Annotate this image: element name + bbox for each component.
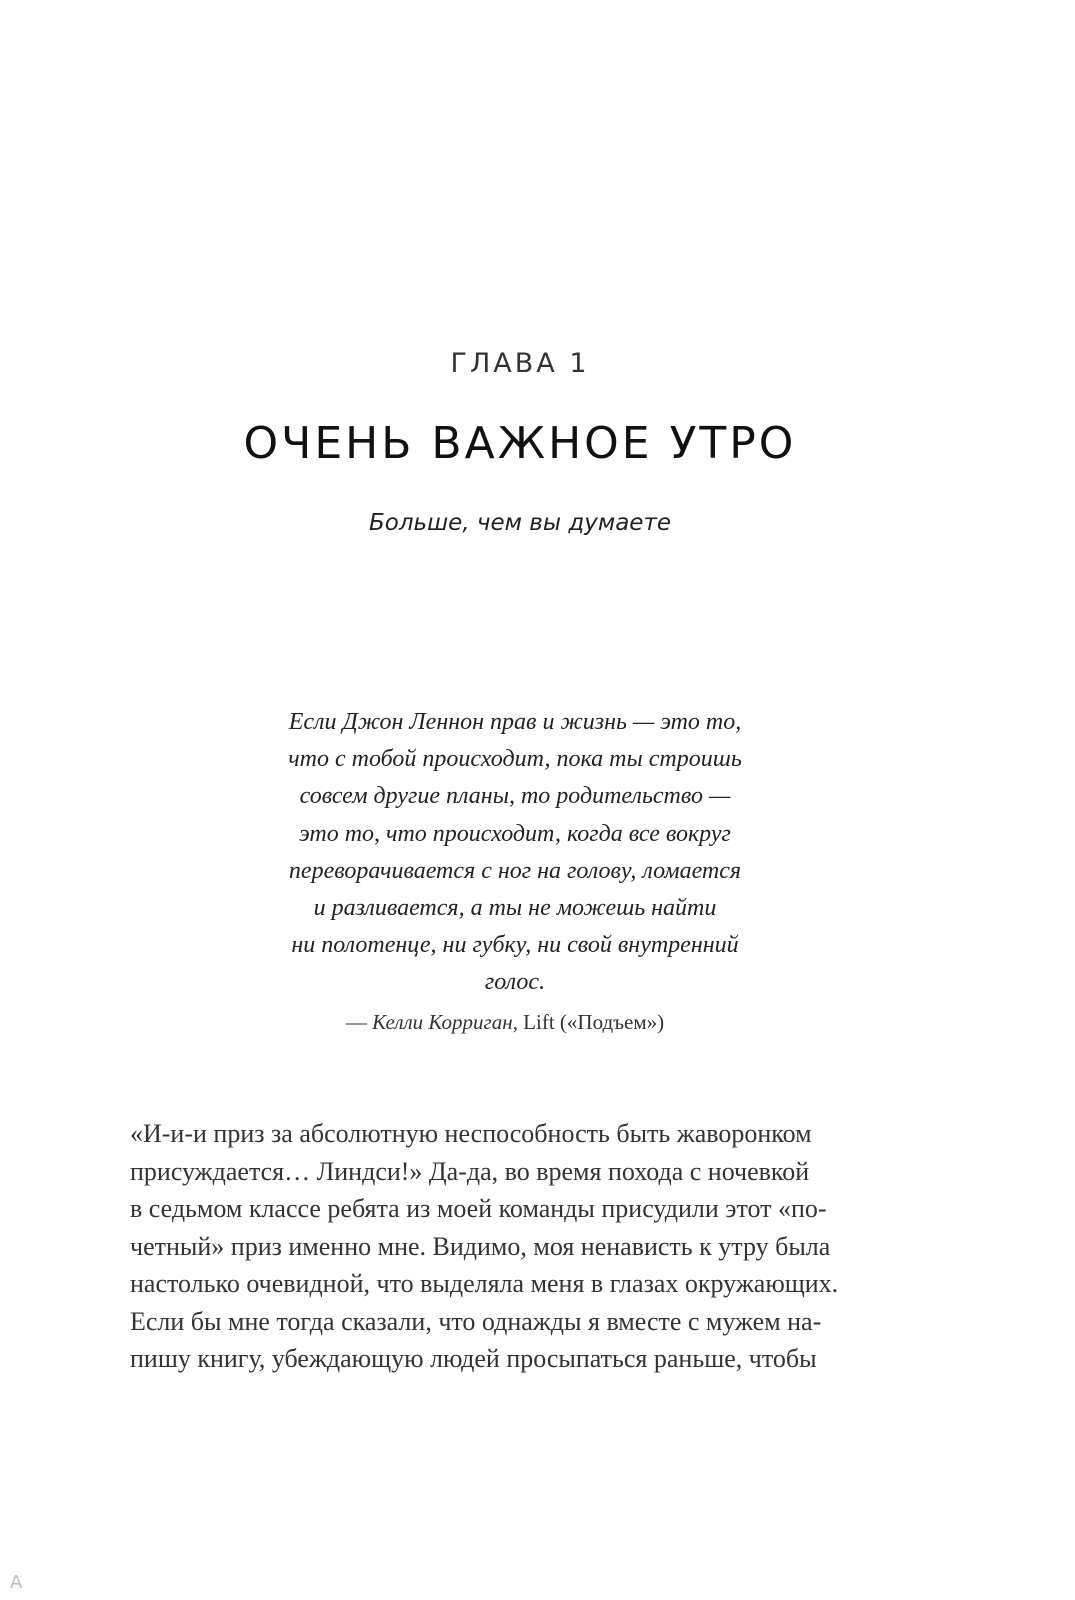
- epigraph-line: совсем другие планы, то родительство —: [299, 783, 731, 810]
- epigraph-line: голос.: [484, 969, 546, 996]
- attribution-dash: —: [345, 1010, 373, 1034]
- body-line: пишу книгу, убеждающую людей просыпаться раньше, чтобы: [130, 1344, 817, 1373]
- epigraph-line: что с тобой происходит, пока ты строишь: [288, 746, 742, 773]
- epigraph-line: ни полотенце, ни губку, ни свой внутренний: [291, 932, 739, 959]
- epigraph-line: это то, что происходит, когда все вокруг: [299, 820, 731, 847]
- body-line: настолько очевидной, что выделяла меня в глазах окружающих.: [130, 1269, 839, 1298]
- body-line: четный» приз именно мне. Видимо, моя ненависть к утру была: [130, 1231, 831, 1261]
- epigraph-line: Если Джон Леннон прав и жизнь — это то,: [288, 709, 742, 735]
- body-line: «И-и-и приз за абсолютную неспособность быть жаворонком: [130, 1119, 812, 1148]
- epigraph-attribution: [0, 1010, 1010, 1035]
- chapter-subtitle: Больше, чем вы думаете: [368, 510, 671, 536]
- chapter-label: ГЛАВА 1: [450, 348, 590, 379]
- corner-mark: A: [10, 1572, 23, 1593]
- epigraph: [0, 704, 1030, 1002]
- epigraph-line: и разливается, а ты не можешь найти: [313, 895, 717, 922]
- body-line: Если бы мне тогда сказали, что однажды я вместе с мужем на-: [130, 1306, 822, 1336]
- epigraph-line: переворачивается с ног на голову, ломается: [288, 857, 742, 884]
- chapter-title: ОЧЕНЬ ВАЖНОЕ УТРО: [243, 418, 797, 469]
- body-text: [130, 1115, 890, 1378]
- attribution-source: Lift («Подъем»): [517, 1010, 665, 1034]
- body-line: в седьмом классе ребята из моей команды присудили этот «по-: [130, 1194, 827, 1223]
- attribution-author: Келли Корриган,: [372, 1010, 518, 1034]
- body-line: присуждается… Линдси!» Да-да, во время похода с ночевкой: [130, 1156, 810, 1186]
